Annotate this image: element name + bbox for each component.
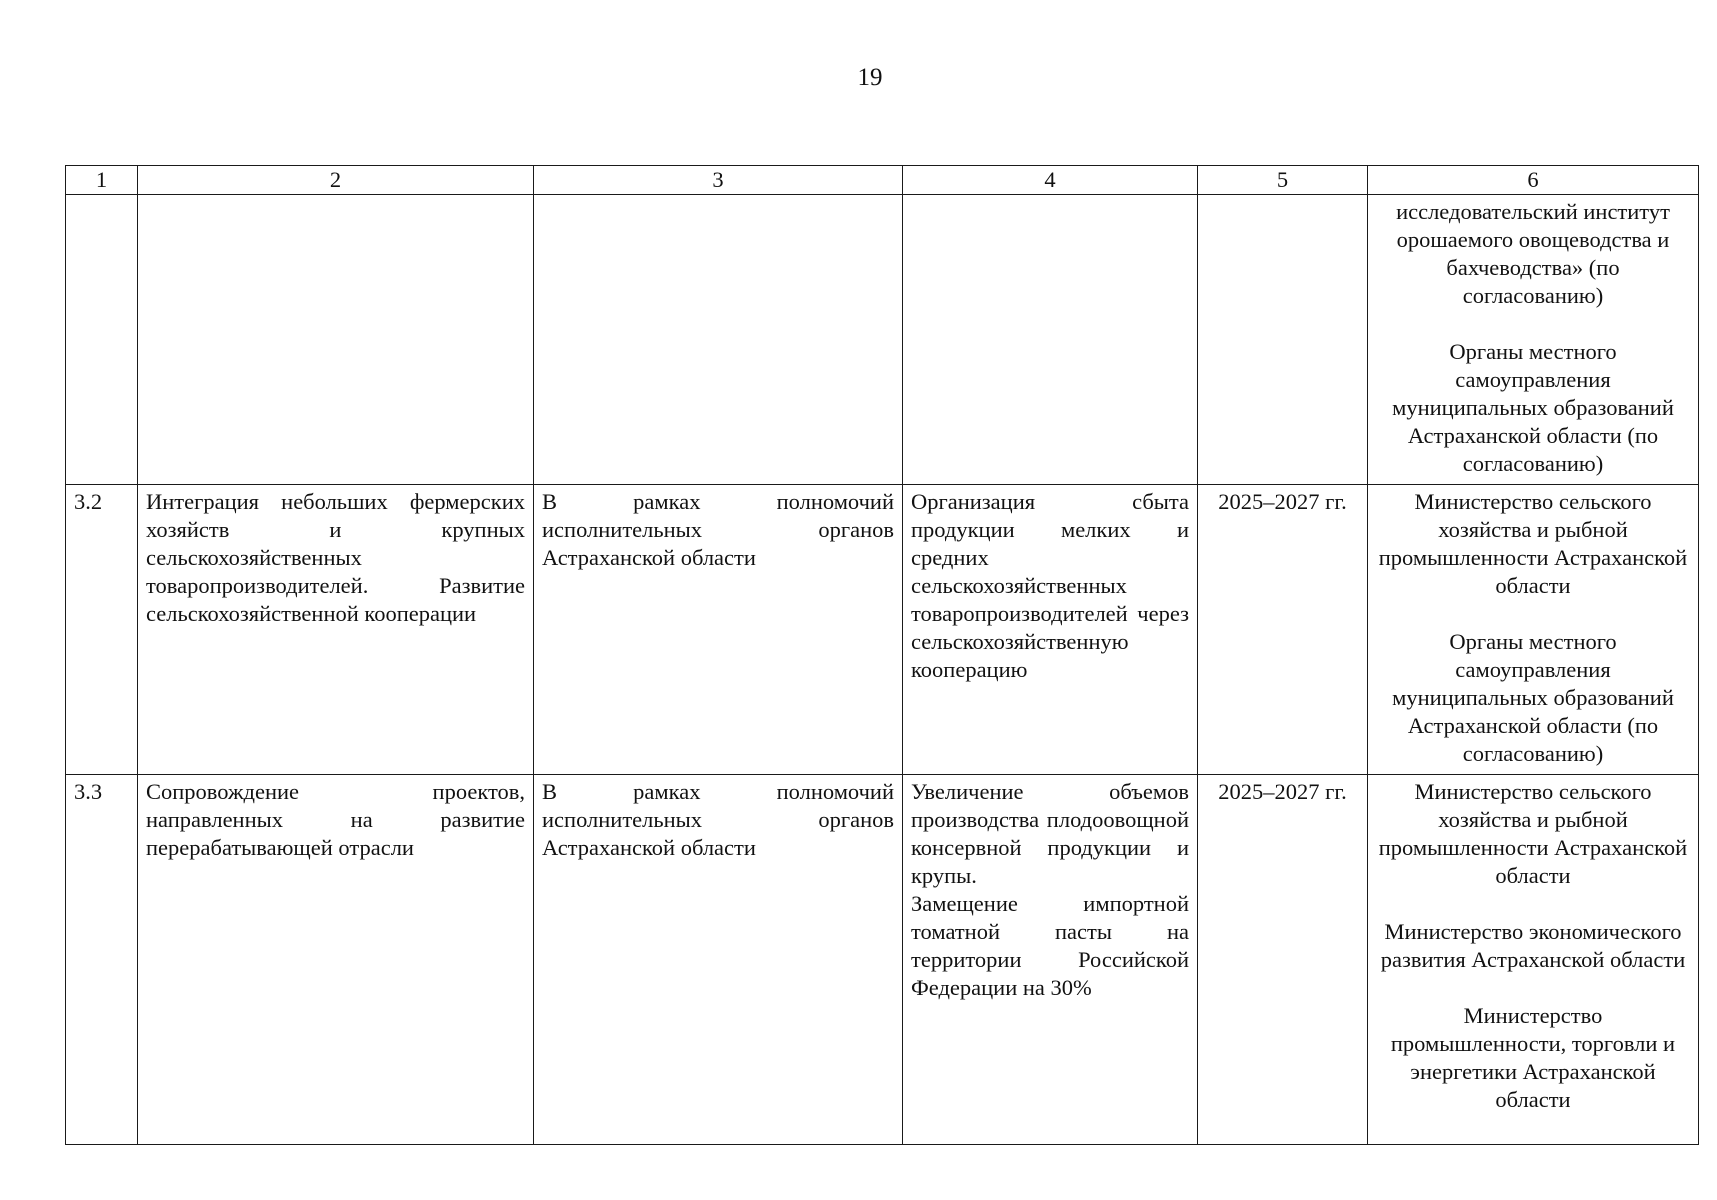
- header-cell-6: 6: [1368, 166, 1699, 195]
- responsible-entry: Министерство экономического развития Астраханской области: [1380, 919, 1686, 972]
- row-number-cell: [66, 195, 138, 485]
- row-number-cell: 3.3: [66, 775, 138, 1145]
- result-cell: [903, 485, 1198, 775]
- period-cell: 2025–2027 гг.: [1198, 775, 1368, 1145]
- responsible-entry: Министерство сельского хозяйства и рыбной промышленности Астраханской области: [1378, 779, 1688, 888]
- result-text: Увеличение объемов производства плодоовощной консервной продукции и крупы.: [911, 779, 1189, 888]
- responsible-entry: Министерство сельского хозяйства и рыбной промышленности Астраханской области: [1378, 489, 1688, 598]
- result-text: Организация сбыта продукции мелких и средних сельскохозяйственных товаропроизводителей через сельскохозяйственную кооперацию: [911, 489, 1189, 682]
- result-text: Замещение импортной томатной пасты на территории Российской Федерации на 30%: [911, 891, 1189, 1000]
- header-cell-2: 2: [138, 166, 534, 195]
- basis-cell: В рамках полномочий исполнительных органов Астраханской области: [534, 775, 903, 1145]
- table-header-row: [66, 166, 1699, 195]
- responsible-cell: [1368, 775, 1699, 1145]
- header-cell-5: 5: [1198, 166, 1368, 195]
- table-row-3-2: [66, 485, 1699, 775]
- basis-cell: [534, 195, 903, 485]
- row-number-cell: 3.2: [66, 485, 138, 775]
- responsible-entry: Министерство промышленности, торговли и энергетики Астраханской области: [1390, 1003, 1676, 1112]
- basis-cell: В рамках полномочий исполнительных органов Астраханской области: [534, 485, 903, 775]
- period-cell: 2025–2027 гг.: [1198, 485, 1368, 775]
- page-number: 19: [857, 64, 883, 91]
- header-cell-3: 3: [534, 166, 903, 195]
- result-cell: [903, 775, 1198, 1145]
- responsible-cell: [1368, 195, 1699, 485]
- activity-cell: Сопровождение проектов, направленных на развитие перерабатывающей отрасли: [138, 775, 534, 1145]
- activity-cell: Интеграция небольших фермерских хозяйств и крупных сельскохозяйственных товаропроизводителей. Развитие сельскохозяйственной кооперации: [138, 485, 534, 775]
- responsible-cell: [1368, 485, 1699, 775]
- header-cell-4: 4: [903, 166, 1198, 195]
- responsible-entry: Органы местного самоуправления муниципальных образований Астраханской области (по согласованию): [1392, 339, 1674, 476]
- table-row-3-3: [66, 775, 1699, 1145]
- header-cell-1: 1: [66, 166, 138, 195]
- activity-cell: [138, 195, 534, 485]
- result-cell: [903, 195, 1198, 485]
- plan-table: [65, 165, 1699, 1145]
- table-row-continued: [66, 195, 1699, 485]
- responsible-entry: исследовательский институт орошаемого овощеводства и бахчеводства» (по согласованию): [1396, 199, 1670, 308]
- responsible-entry: Органы местного самоуправления муниципальных образований Астраханской области (по согласованию): [1392, 629, 1674, 766]
- period-cell: [1198, 195, 1368, 485]
